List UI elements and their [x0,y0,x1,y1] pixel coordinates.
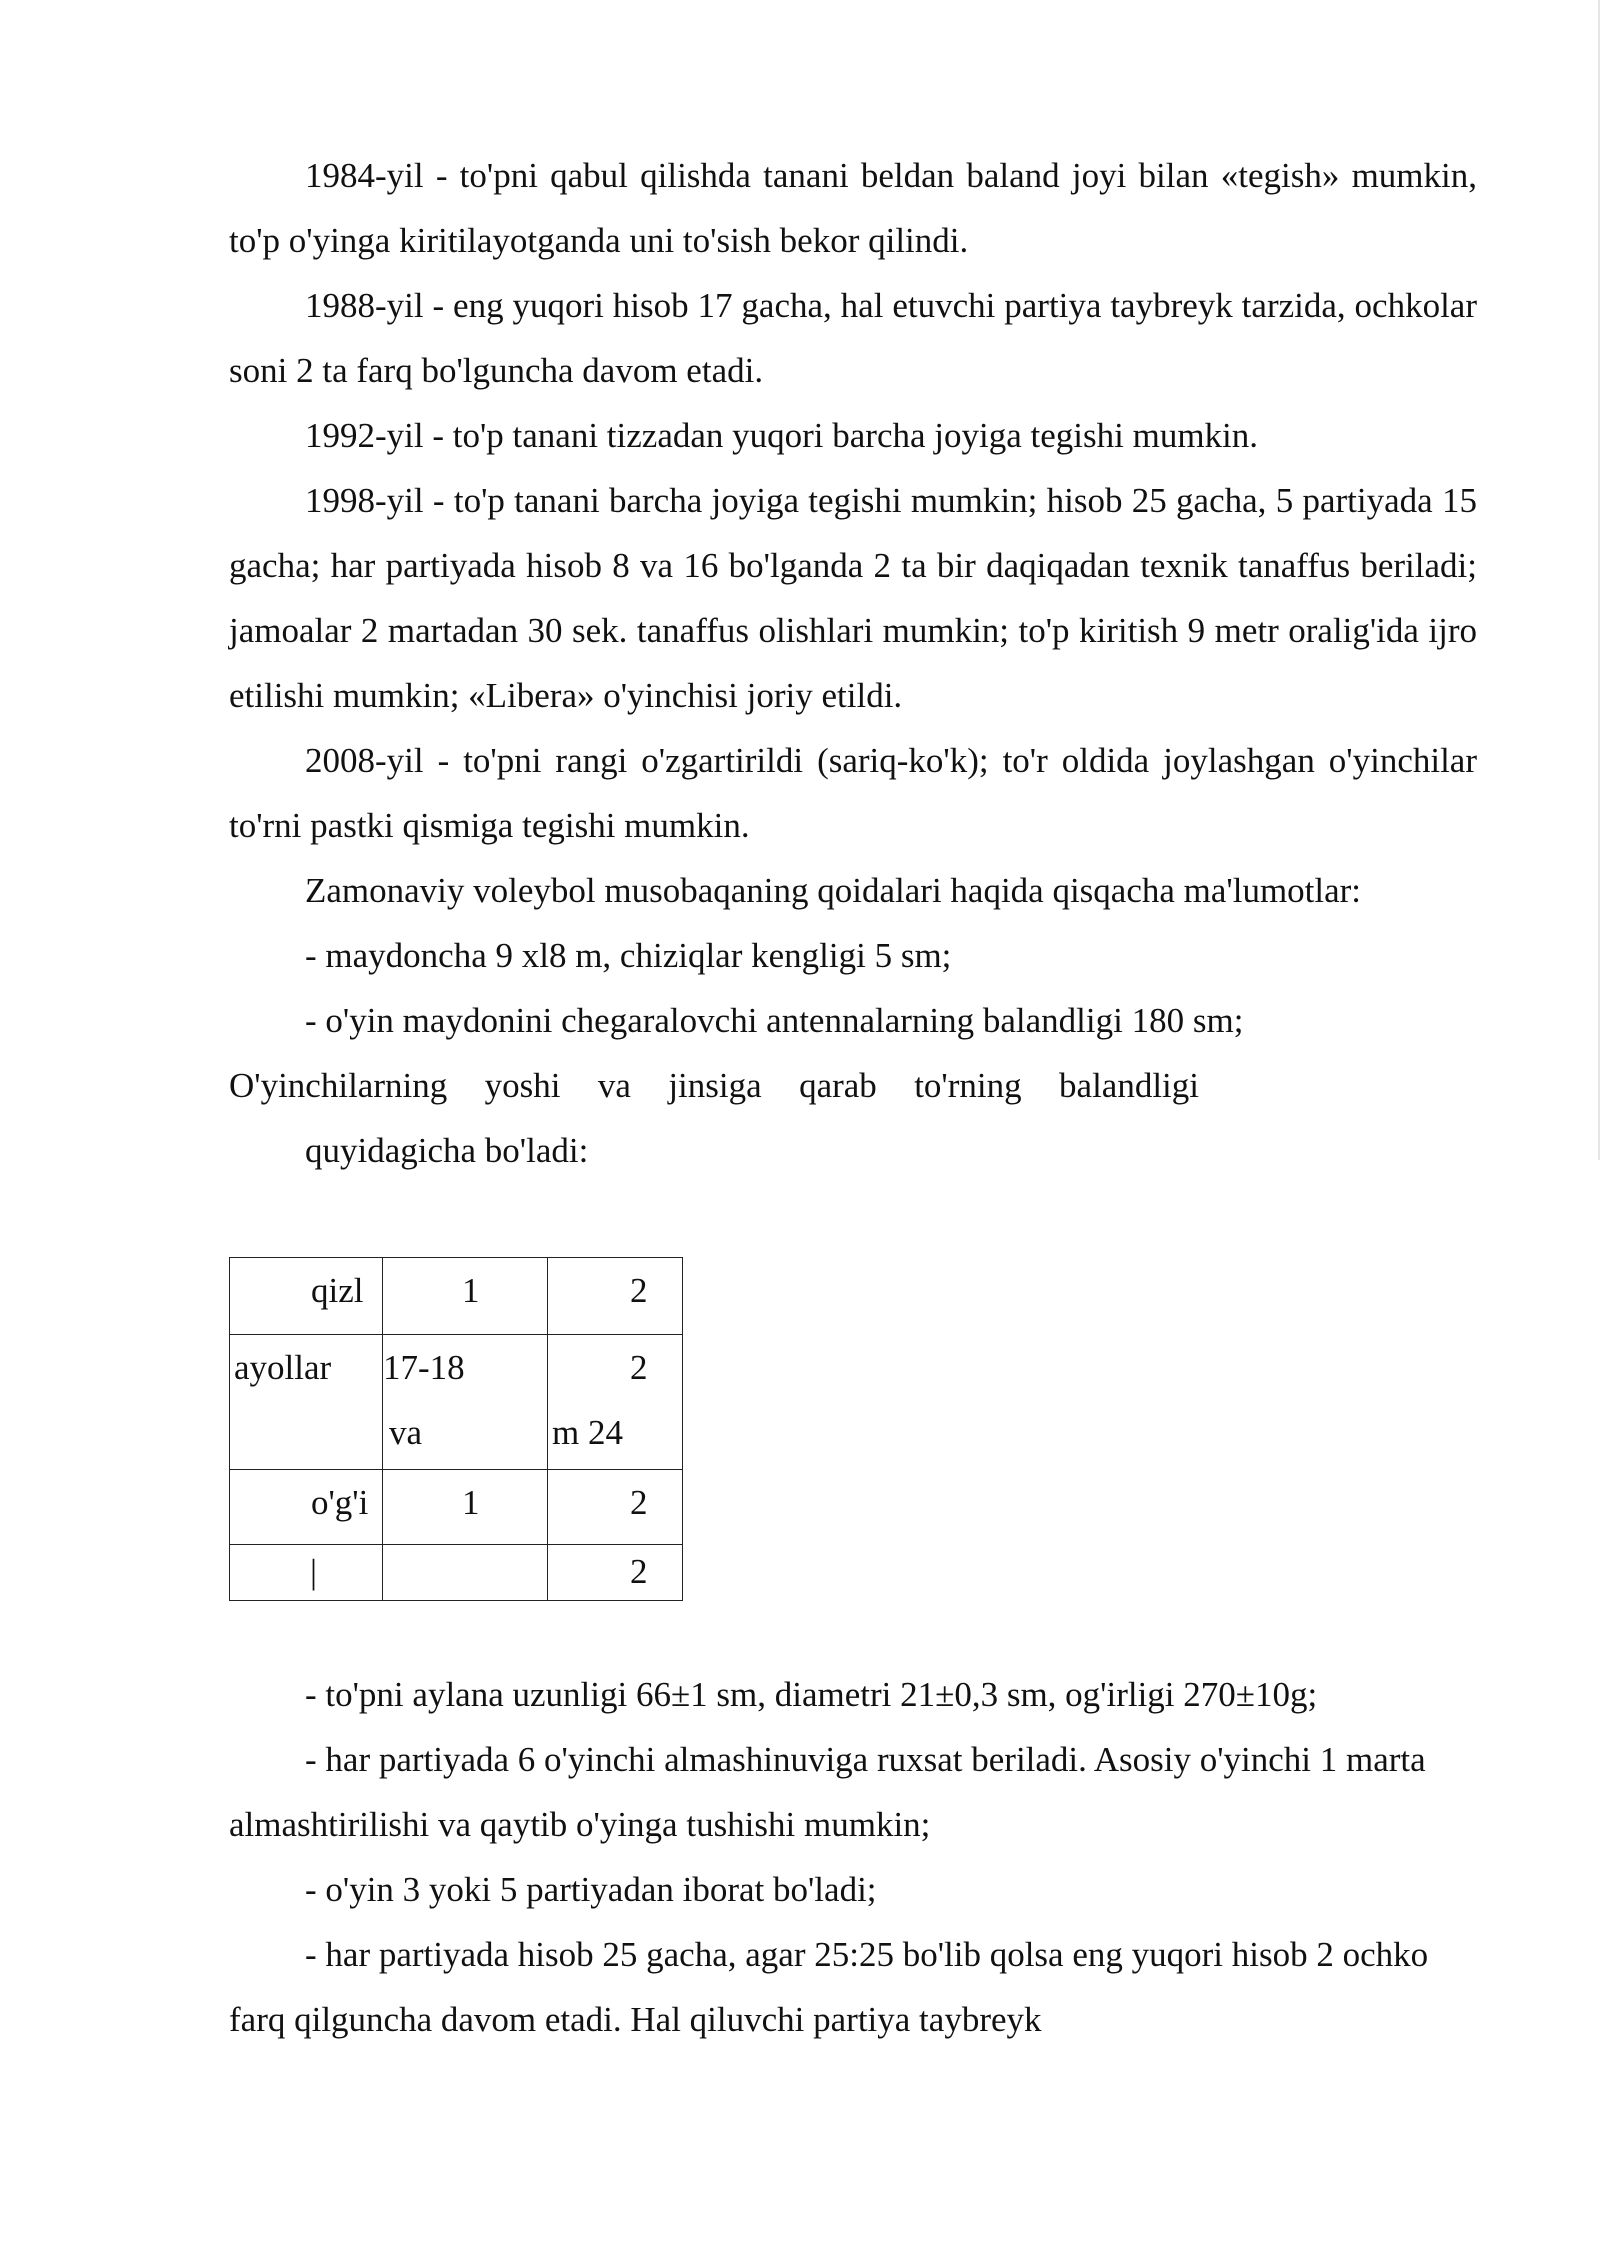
table-cell: 1 [383,1258,548,1335]
table-cell: 17-18 va [383,1335,548,1470]
table-cell: 2 m 24 [548,1335,683,1470]
paragraph-1988: 1988-yil - eng yuqori hisob 17 gacha, hal etuvchi partiya taybreyk tarzida, ochkolar soni 2 ta farq bo'lguncha davom etadi. [229,286,1477,390]
table-cell: 2 [548,1470,683,1545]
table-cell: qizl [230,1258,383,1335]
word: jinsiga [668,1066,762,1105]
table-cell: o'g'i [230,1470,383,1545]
word: yoshi [484,1066,561,1105]
top-text-block [229,143,1477,1183]
table-row [230,1335,683,1470]
word: qarab [799,1066,877,1105]
table-row [230,1258,683,1335]
table-row [230,1470,683,1545]
word: balandligi [1059,1066,1199,1105]
word: to'rning [914,1066,1022,1105]
table-cell [383,1545,548,1601]
paragraph-2008: 2008-yil - to'pni rangi o'zgartirildi (sariq-ko'k); to'r oldida joylashgan o'yinchilar to'rni pastki qismiga tegishi mumkin. [229,741,1477,845]
paragraph-antenna-height: - o'yin maydonini chegaralovchi antennalarning balandligi 180 sm; [305,1001,1244,1040]
paragraph-1992: 1992-yil - to'p tanani tizzadan yuqori barcha joyiga tegishi mumkin. [305,416,1259,455]
word: va [597,1066,631,1105]
net-height-spaced-line [229,1053,1199,1118]
net-height-continuation: quyidagicha bo'ladi: [305,1131,589,1170]
paragraph-sets: - o'yin 3 yoki 5 partiyadan iborat bo'ladi; [305,1870,877,1909]
word: O'yinchilarning [229,1066,448,1105]
paragraph-1984: 1984-yil - to'pni qabul qilishda tanani beldan baland joyi bilan «tegish» mumkin, to'p o'yinga kiritilayotganda uni to'sish bekor qilindi. [229,156,1477,260]
paragraph-substitutions: - har partiyada 6 o'yinchi almashinuviga ruxsat beriladi. Asosiy o'yinchi 1 marta almashtirilishi va qaytib o'yinga tushishi mumkin; [229,1740,1426,1844]
paragraph-rules-intro: Zamonaviy voleybol musobaqaning qoidalari haqida qisqacha ma'lumotlar: [305,871,1362,910]
table-cell: | [230,1545,383,1601]
paragraph-1998: 1998-yil - to'p tanani barcha joyiga tegishi mumkin; hisob 25 gacha, 5 partiyada 15 gacha; har partiyada hisob 8 va 16 bo'lganda 2 ta bir daqiqadan texnik tanaffus beriladi; jamoalar 2 martadan 30 sek. tanaffus olishlari mumkin; to'p kiritish 9 metr oralig'ida ijro etilishi mumkin; «Libera» o'yinchisi joriy etildi. [229,481,1477,715]
table-cell: 1 [383,1470,548,1545]
table-cell: 2 [548,1545,683,1601]
paragraph-ball-size: - to'pni aylana uzunligi 66±1 sm, diametri 21±0,3 sm, og'irligi 270±10g; [305,1675,1318,1714]
net-height-table [229,1257,683,1601]
bottom-text-block [229,1662,1477,2052]
table-cell: ayollar [230,1335,383,1470]
paragraph-scoring: - har partiyada hisob 25 gacha, agar 25:25 bo'lib qolsa eng yuqori hisob 2 ochko farq qilguncha davom etadi. Hal qiluvchi partiya taybreyk [229,1935,1429,2039]
paragraph-court-size: - maydoncha 9 xl8 m, chiziqlar kengligi 5 sm; [305,936,952,975]
table-row [230,1545,683,1601]
table-cell: 2 [548,1258,683,1335]
